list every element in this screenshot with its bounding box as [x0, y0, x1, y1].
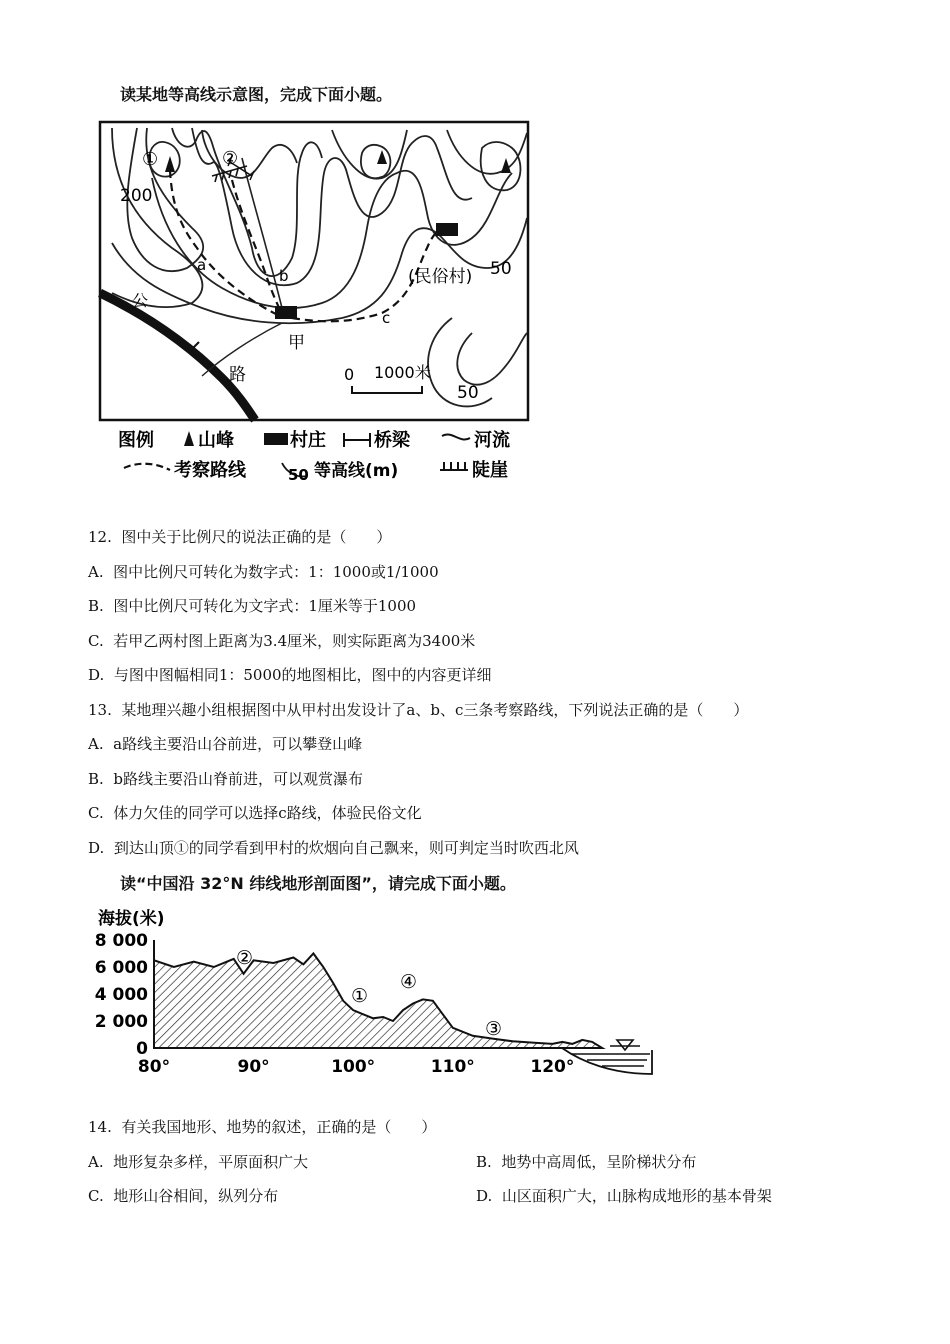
option-13-b[interactable]: B. b路线主要沿山脊前进，可以观赏瀑布: [88, 770, 363, 788]
contour-map: [92, 118, 537, 490]
sea-floor: [562, 1048, 652, 1074]
x-tick-label: 80°: [137, 1057, 171, 1077]
annotation-3: ③: [485, 1018, 503, 1040]
legend-river: 河流: [474, 430, 510, 451]
legend-village-icon: [264, 433, 288, 445]
sea-level-icon: [617, 1040, 633, 1050]
x-tick-label: 120°: [530, 1057, 575, 1077]
legend-contour-num: 50: [288, 466, 309, 484]
y-tick-label: 8 000: [94, 931, 148, 951]
legend-route: 考察路线: [174, 460, 246, 481]
question-12-stem: 12. 图中关于比例尺的说法正确的是（ ）: [88, 528, 392, 546]
highway: [100, 293, 255, 420]
contour-50-label: 50: [490, 259, 512, 279]
village-minsu-label: (民俗村): [408, 267, 473, 287]
legend-contour: 等高线(m): [314, 461, 399, 481]
option-14-b[interactable]: B. 地势中高周低，呈阶梯状分布: [476, 1153, 697, 1171]
option-13-c[interactable]: C. 体力欠佳的同学可以选择c路线，体验民俗文化: [88, 804, 422, 822]
option-13-a[interactable]: A. a路线主要沿山谷前进，可以攀登山峰: [88, 735, 363, 753]
y-tick-label: 4 000: [94, 985, 148, 1005]
option-14-a[interactable]: A. 地形复杂多样，平原面积广大: [88, 1153, 309, 1171]
option-14-c[interactable]: C. 地形山谷相间，纵列分布: [88, 1187, 279, 1205]
option-12-d[interactable]: D. 与图中图幅相同1：5000的地图相比，图中的内容更详细: [88, 666, 492, 684]
x-tick-label: 90°: [237, 1057, 270, 1077]
annotation-2: ②: [236, 947, 254, 969]
x-tick-label: 100°: [331, 1057, 376, 1077]
peak-icon: [377, 150, 387, 164]
y-ticks: [95, 931, 148, 1059]
legend-title: 图例: [118, 430, 154, 451]
contour-50-label: 50: [457, 383, 479, 403]
option-14-d[interactable]: D. 山区面积广大，山脉构成地形的基本骨架: [476, 1187, 772, 1205]
scale-zero: 0: [344, 365, 355, 384]
peak-icon: [165, 156, 175, 172]
option-12-b[interactable]: B. 图中比例尺可转化为文字式：1厘米等于1000: [88, 597, 417, 615]
legend-cliff-icon: [440, 462, 468, 470]
survey-routes: [170, 170, 444, 321]
option-13-d[interactable]: D. 到达山顶①的同学看到甲村的炊烟向自己飘来，则可判定当时吹西北风: [88, 839, 579, 857]
legend-route-icon: [124, 464, 170, 470]
legend-cliff: 陡崖: [472, 460, 508, 481]
legend-peak-icon: [184, 431, 194, 446]
legend-village: 村庄: [290, 430, 326, 451]
scale-bar: [352, 386, 422, 393]
option-12-a[interactable]: A. 图中比例尺可转化为数字式：1：1000或1/1000: [88, 563, 439, 581]
contour-200-label: 200: [120, 186, 153, 206]
y-tick-label: 6 000: [94, 958, 148, 978]
terrain-profile-chart: [92, 902, 672, 1092]
village-jia-label: 甲: [288, 333, 305, 353]
village-minsu-icon: [436, 223, 458, 236]
annotation-4: ④: [400, 971, 418, 993]
question-13-stem: 13. 某地理兴趣小组根据图中从甲村出发设计了a、b、c三条考察路线，下列说法正确的是（ ）: [88, 701, 749, 719]
section1-intro: 读某地等高线示意图，完成下面小题。: [120, 85, 393, 104]
village-jia-icon: [275, 306, 297, 319]
peak1-label: ①: [142, 149, 159, 170]
annotation-1: ①: [351, 985, 369, 1007]
y-tick-label: 2 000: [94, 1012, 148, 1032]
section2-intro: 读“中国沿 32°N 纬线地形剖面图”，请完成下面小题。: [120, 874, 516, 893]
terrain-area: [154, 954, 602, 1049]
legend-river-icon: [442, 434, 470, 439]
route-a: [170, 170, 284, 318]
x-tick-label: 110°: [430, 1057, 475, 1077]
peak2-label: ②: [222, 148, 239, 169]
legend-bridge-icon: [344, 433, 370, 447]
scale-value: 1000米: [374, 363, 431, 382]
y-tick-label: 0: [136, 1039, 148, 1059]
road-label: 公: [132, 291, 149, 310]
option-12-c[interactable]: C. 若甲乙两村图上距离为3.4厘米，则实际距离为3400米: [88, 632, 476, 650]
question-14-stem: 14. 有关我国地形、地势的叙述，正确的是（ ）: [88, 1118, 437, 1136]
y-axis-label: 海拔(米): [98, 909, 165, 929]
legend-bridge: 桥梁: [374, 430, 410, 451]
route-c-label: c: [382, 309, 391, 327]
legend-peak: 山峰: [198, 430, 234, 451]
x-ticks: [138, 1057, 574, 1077]
route-b-label: b: [279, 267, 289, 285]
route-a-label: a: [197, 256, 207, 274]
road-label: 路: [229, 365, 246, 385]
